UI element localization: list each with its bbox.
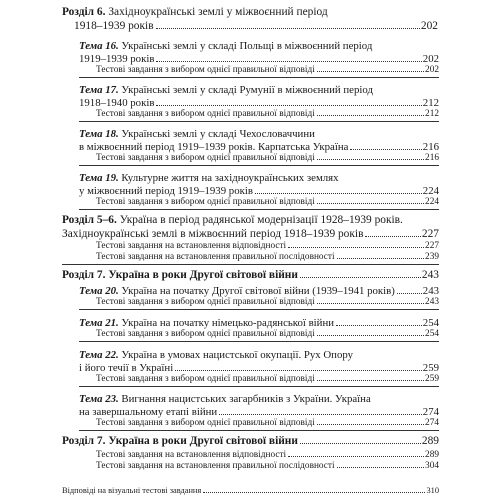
entry-title: Тестові завдання на встановлення відповідності [96, 241, 287, 251]
divider [62, 264, 439, 265]
dot-leader [337, 467, 424, 468]
page-number: 254 [422, 317, 439, 329]
topic-number: Тема 16. [79, 40, 119, 52]
toc-section-heading [62, 215, 403, 226]
section-number: Розділ 6. [62, 6, 106, 18]
dot-leader [317, 115, 424, 116]
topic-title: Україна на початку Другої світової війни (1939–1941 років) [121, 285, 395, 297]
toc-section-heading [62, 7, 328, 18]
dot-leader [317, 303, 424, 304]
page-number: 216 [425, 153, 439, 163]
toc-topic-heading [79, 350, 353, 361]
section-title: Україна в роки Другої світової війни [108, 269, 298, 281]
dot-leader [317, 203, 424, 204]
page-number: 227 [425, 241, 439, 251]
divider [79, 386, 439, 387]
dot-leader [288, 456, 424, 457]
page-number: 243 [422, 285, 439, 297]
page-number: 224 [422, 185, 439, 197]
page-number: 259 [422, 362, 439, 374]
divider [79, 77, 439, 78]
toc-subentry[interactable] [96, 198, 439, 207]
toc-topic-heading [79, 129, 315, 140]
dot-leader [350, 149, 421, 150]
entry-title: і його течії в Україні [79, 362, 174, 374]
toc-subentry[interactable] [96, 375, 439, 384]
toc-topic-heading [79, 173, 339, 184]
dot-leader [337, 258, 424, 259]
entry-title: Тестові завдання з вибором однієї правильної відповіді [96, 418, 315, 428]
toc-entry[interactable] [79, 186, 439, 197]
toc-subentry[interactable] [96, 66, 439, 75]
toc-entry[interactable] [79, 407, 439, 418]
topic-title: Українські землі у складі Чехословаччини [121, 128, 315, 140]
toc-entry[interactable] [79, 98, 439, 109]
page-number: 243 [425, 297, 439, 307]
section-number: Розділ 7. [62, 269, 106, 281]
toc-subentry[interactable] [96, 451, 439, 460]
page-number: 254 [425, 329, 439, 339]
entry-title: Західноукраїнські землі в міжвоєнний період 1918–1939 років [62, 228, 364, 240]
entry-title: Тестові завдання на встановлення відповідності [96, 450, 287, 460]
topic-number: Тема 23. [79, 393, 119, 405]
divider [79, 341, 439, 342]
toc-entry[interactable] [79, 286, 439, 297]
topic-title: Україна на початку німецько-радянської війни [121, 317, 335, 329]
dot-leader [317, 380, 424, 381]
page-number: 224 [425, 197, 439, 207]
page-number: 274 [425, 418, 439, 428]
entry-title: Тестові завдання з вибором однієї правильної відповіді [96, 374, 315, 384]
dot-leader [219, 414, 422, 415]
page-number: 202 [425, 65, 439, 75]
entry-title: Тестові завдання на встановлення правильної послідовності [96, 461, 335, 471]
entry-title: Відповіді на візуальні тестові завдання [62, 486, 202, 495]
toc-subentry[interactable] [96, 298, 439, 307]
page-number: 259 [425, 374, 439, 384]
entry-title: Тестові завдання на встановлення правильної послідовності [96, 252, 335, 262]
toc-subentry[interactable] [96, 253, 439, 262]
entry-title: 1919–1939 років [79, 53, 155, 65]
dot-leader [156, 105, 421, 106]
entry-title: Тестові завдання з вибором однієї правильної відповіді [96, 297, 315, 307]
toc-entry[interactable] [62, 270, 439, 281]
dot-leader [300, 277, 421, 278]
page-number: 202 [420, 20, 438, 32]
dot-leader [317, 71, 424, 72]
topic-number: Тема 20. [79, 285, 119, 297]
topic-title: Культурне життя на західноукраїнських землях [121, 172, 339, 184]
divider [79, 209, 439, 210]
page-number: 239 [425, 252, 439, 262]
page-number: 216 [422, 141, 439, 153]
page-number: 310 [426, 486, 439, 495]
dot-leader [156, 28, 420, 29]
topic-number: Тема 19. [79, 172, 119, 184]
entry-title: Тестові завдання з вибором однієї правильної відповіді [96, 65, 315, 75]
toc-topic-heading [79, 394, 371, 405]
dot-leader [255, 193, 422, 194]
entry-title: у міжвоєнний період 1919–1939 років [79, 185, 253, 197]
dot-leader [203, 492, 425, 493]
toc-subentry[interactable] [96, 242, 439, 251]
toc-subentry[interactable] [96, 154, 439, 163]
dot-leader [365, 236, 420, 237]
divider [79, 430, 439, 431]
page-number: 212 [425, 109, 439, 119]
dot-leader [288, 247, 424, 248]
page-number: 227 [421, 228, 439, 240]
section-number: Розділ 7. [62, 435, 106, 447]
toc-entry[interactable] [79, 54, 439, 65]
section-title: Україна в період радянської модернізації 1928–1939 років. [119, 214, 403, 226]
section-number: Розділ 5–6. [62, 214, 117, 226]
topic-title: Україна в умовах нацистської окупації. Рух Опору [121, 349, 353, 361]
toc-subentry[interactable] [96, 330, 439, 339]
toc-entry[interactable] [74, 21, 438, 32]
toc-entry[interactable] [62, 487, 439, 495]
entry-title: 1918–1940 років [79, 97, 155, 109]
page-number: 243 [421, 269, 439, 281]
section-title: Західноукраїнські землі у міжвоєнний період [108, 6, 328, 18]
toc-entry[interactable] [79, 318, 439, 329]
page-number: 274 [422, 406, 439, 418]
toc-entry[interactable] [79, 363, 439, 374]
dot-leader [156, 61, 421, 62]
entry-title: в міжвоєнний період 1919–1939 років. Карпатська Україна [79, 141, 349, 153]
dot-leader [397, 293, 422, 294]
divider [79, 309, 439, 310]
topic-title: Вигнання нацистських загарбників з України. Україна [121, 393, 371, 405]
page-number: 289 [425, 450, 439, 460]
page-number: 212 [422, 97, 439, 109]
toc-subentry[interactable] [96, 110, 439, 119]
topic-number: Тема 17. [79, 84, 119, 96]
page-number: 289 [421, 435, 439, 447]
toc-entry[interactable] [79, 142, 439, 153]
divider [79, 121, 439, 122]
entry-title: на завершальному етапі війни [79, 406, 218, 418]
toc-topic-heading [79, 85, 373, 96]
entry-title: 1918–1939 років [74, 20, 154, 32]
topic-number: Тема 22. [79, 349, 119, 361]
page-number: 202 [422, 53, 439, 65]
entry-title: Тестові завдання з вибором однієї правильної відповіді [96, 329, 315, 339]
page-number: 304 [425, 461, 439, 471]
topic-title: Українські землі у складі Румунії в міжвоєнний період [121, 84, 373, 96]
toc-entry[interactable] [62, 229, 439, 240]
dot-leader [300, 443, 421, 444]
section-title: Україна в роки Другої світової війни [108, 435, 298, 447]
entry-title: Тестові завдання з вибором однієї правильної відповіді [96, 197, 315, 207]
dot-leader [175, 370, 422, 371]
dot-leader [317, 335, 424, 336]
dot-leader [336, 325, 422, 326]
toc-entry[interactable] [62, 436, 439, 447]
topic-title: Українські землі у складі Польщі в міжвоєнний період [121, 40, 373, 52]
divider [79, 165, 439, 166]
topic-number: Тема 21. [79, 317, 119, 329]
entry-title: Тестові завдання з вибором однієї правильної відповіді [96, 153, 315, 163]
dot-leader [317, 424, 424, 425]
topic-number: Тема 18. [79, 128, 119, 140]
toc-subentry[interactable] [96, 462, 439, 471]
toc-subentry[interactable] [96, 419, 439, 428]
dot-leader [317, 159, 424, 160]
toc-topic-heading [79, 41, 372, 52]
entry-title: Тестові завдання з вибором однієї правильної відповіді [96, 109, 315, 119]
